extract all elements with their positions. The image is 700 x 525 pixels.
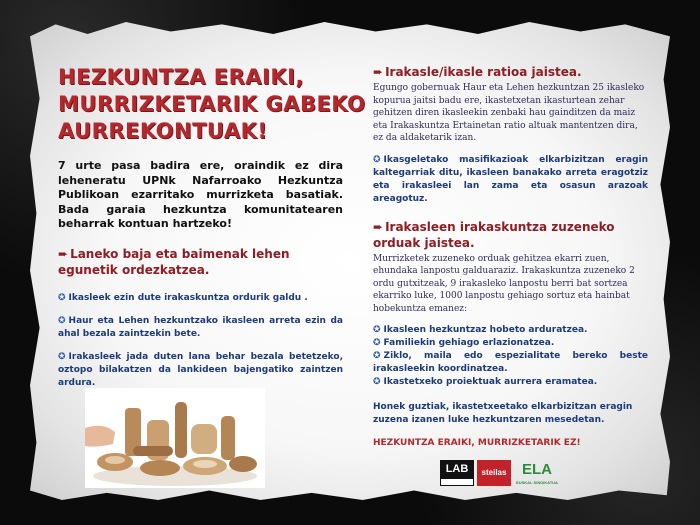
list-item: ✪ Ikasgeletako masifikazioak elkarbizitzan eragin kaltegarriak ditu, ikasleen banakako arreta eragotziz eta irakasleei lan zama eta osasun arazoak areagotuz. — [373, 154, 648, 204]
hours-body-text: Murrizketek zuzeneko orduak gehitzea ekarri zuen, ehundaka lanpostu galduaraziz. Irakaskuntza zuzeneko 2 ordu gutxitzeak, 9 irakasleko lanpostu berri bat sortzea ekarriko luke, 1000 lanpostu gehiago sortuz eta hainbat hobekuntza emanez: — [373, 253, 635, 314]
arrow-icon: ➨ — [58, 246, 69, 261]
section-heading-text: Laneko baja eta baimenak lehen egunetik ordezkatzea. — [58, 246, 290, 277]
left-column — [58, 64, 366, 390]
intro-paragraph: 7 urte pasa badira ere, oraindik ez dira leheneratu UPNk Nafarroako Hezkuntza Publikoan ezarritako murrizketa basatiak. Bada garaia hezkuntza komunitatearen beharrak kontuan hartzeko! — [58, 159, 343, 230]
ela-logo: ELA EUSKAL SINDIKATUA — [516, 461, 558, 485]
section-heading-hours — [373, 219, 648, 251]
steilas-logo: steilas — [477, 460, 511, 486]
list-item: ✪ Irakasleek jada duten lana behar bezala betetzeko, oztopo bilakatzen da lankideen bajengatiko zaintzen ardura. — [58, 351, 343, 388]
slogan: HEZKUNTZA ERAIKI, MURRIZKETARIK EZ! — [373, 438, 581, 448]
poster-title — [58, 64, 366, 145]
bullet-icon: ✪ — [373, 154, 381, 165]
list-item: ✪ Ikasleek ezin dute irakaskuntza ordurik galdu . — [58, 292, 308, 303]
bullet-icon: ✪ — [373, 325, 381, 335]
bullet-icon: ✪ — [58, 315, 66, 326]
title-line: AURREKONTUAK! — [58, 119, 268, 143]
arrow-icon: ➨ — [373, 65, 384, 79]
bullet-icon: ✪ — [373, 351, 381, 361]
list-item: ✪ Ziklo, maila edo espezialitate bereko beste irakasleekin koordinatzea. — [373, 351, 648, 374]
list-item: ✪ Ikastetxeko proiektuak aurrera eramatea. — [373, 377, 598, 387]
section-heading-text: Irakasleen irakaskuntza zuzeneko orduak jaistea. — [373, 219, 615, 250]
bullet-icon: ✪ — [58, 292, 66, 303]
bullet-icon: ✪ — [373, 338, 381, 348]
title-line: MURRIZKETARIK GABEKO — [58, 92, 366, 116]
bullet-icon: ✪ — [58, 351, 66, 362]
arrow-icon: ➨ — [373, 219, 384, 234]
section-heading-text: Irakasle/ikasle ratioa jaistea. — [385, 65, 582, 79]
bullet-icon: ✪ — [373, 377, 381, 387]
ratio-body-text: Egungo gobernuak Haur eta Lehen hezkuntzan 25 ikasleko kopurua jaitsi badu ere, ikastetxetan ikasturtean zehar gehitzen diren ikasleekin zenbaki hau gainditzen da maiz eta Irakaskuntza Ertainetan ratio altuak mantentzen dira, ez da aldaketarik izan. — [373, 83, 645, 143]
closing-paragraph: Honek guztiak, ikastetxeetako elkarbizitzan eragin zuzena izanen luke hezkuntzaren mesedetan. — [373, 402, 633, 425]
list-item: ✪ Ikasleen hezkuntzaz hobeto arduratzea. — [373, 325, 588, 335]
section-heading-ratio — [373, 64, 648, 80]
wooden-toys-photo — [85, 388, 265, 488]
right-column — [373, 64, 648, 449]
title-line: HEZKUNTZA ERAIKI, — [58, 65, 304, 89]
section-heading-replacement — [58, 246, 343, 278]
lab-logo: LAB — [440, 460, 474, 486]
list-item: ✪ Haur eta Lehen hezkuntzako ikasleen arreta ezin da ahal bezala zaintzekin bete. — [58, 315, 343, 339]
list-item: ✪ Familiekin gehiago erlazionatzea. — [373, 338, 555, 348]
logo-strip — [440, 460, 560, 494]
